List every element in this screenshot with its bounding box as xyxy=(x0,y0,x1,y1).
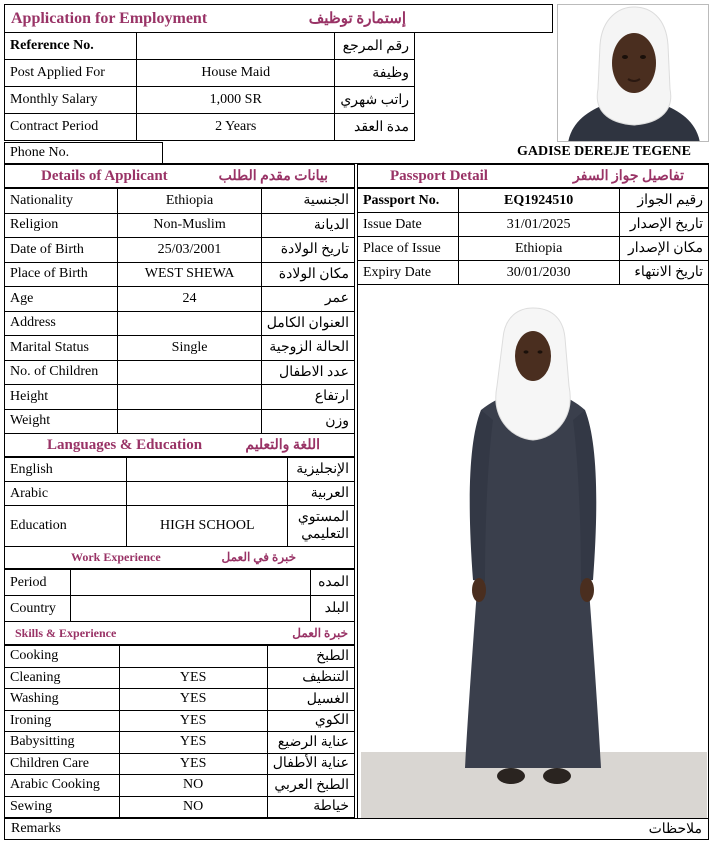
row-label: No. of Children xyxy=(5,360,118,385)
row-label-ar: ارتفاع xyxy=(261,385,354,410)
table-row xyxy=(5,311,355,336)
table-row xyxy=(5,732,355,754)
table-row xyxy=(5,596,355,622)
row-label-ar: الكوي xyxy=(267,710,354,732)
row-label-ar: المستوي التعليمي xyxy=(288,506,355,547)
table-row xyxy=(5,385,355,410)
row-label-ar: تاريخ الولادة xyxy=(261,238,354,263)
row-label: Age xyxy=(5,287,118,312)
row-value: YES xyxy=(119,753,267,775)
row-label: Expiry Date xyxy=(358,261,459,285)
row-value: YES xyxy=(119,732,267,754)
row-value: 24 xyxy=(118,287,261,312)
row-value: 2 Years xyxy=(137,114,335,141)
row-label-ar: الجنسية xyxy=(261,189,354,214)
remarks-label-ar: ملاحظات xyxy=(648,821,702,837)
row-label-ar: وزن xyxy=(261,409,354,434)
skills-title-ar: خبرة العمل xyxy=(292,625,348,640)
table-row xyxy=(5,570,355,596)
languages-table xyxy=(4,457,355,547)
table-row xyxy=(358,261,709,285)
row-label: Place of Issue xyxy=(358,237,459,261)
table-row xyxy=(5,775,355,797)
row-value: House Maid xyxy=(137,60,335,87)
row-label-ar: تاريخ الانتهاء xyxy=(619,261,708,285)
table-row xyxy=(5,33,415,60)
table-row xyxy=(5,667,355,689)
row-label: Arabic Cooking xyxy=(5,775,120,797)
row-value xyxy=(119,646,267,668)
row-value: Single xyxy=(118,336,261,361)
candidate-name: GADISE DEREJE TEGENE xyxy=(353,142,709,164)
table-row xyxy=(5,458,355,482)
row-value xyxy=(118,385,261,410)
phone-value xyxy=(163,142,353,164)
table-row xyxy=(5,689,355,711)
applicant-title-en: Details of Applicant xyxy=(41,167,168,184)
row-value xyxy=(70,596,311,622)
row-value: Ethiopia xyxy=(118,189,261,214)
applicant-title-ar: بيانات مقدم الطلب xyxy=(218,168,328,184)
phone-label: Phone No. xyxy=(4,142,163,164)
languages-title-en: Languages & Education xyxy=(47,436,203,453)
row-value xyxy=(118,409,261,434)
title-en: Application for Employment xyxy=(11,9,208,27)
row-label-ar: البلد xyxy=(311,596,355,622)
work-title-en: Work Experience xyxy=(71,550,161,564)
row-label-ar: مكان الإصدار xyxy=(619,237,708,261)
row-value: YES xyxy=(119,689,267,711)
row-label-ar: المده xyxy=(311,570,355,596)
table-row xyxy=(358,213,709,237)
phone-name-row xyxy=(4,142,709,164)
row-label: Children Care xyxy=(5,753,120,775)
row-label: Passport No. xyxy=(358,189,459,213)
row-label-ar: مدة العقد xyxy=(335,114,415,141)
row-label: Babysitting xyxy=(5,732,120,754)
row-label: Religion xyxy=(5,213,118,238)
row-value: Ethiopia xyxy=(458,237,619,261)
row-value: 1,000 SR xyxy=(137,87,335,114)
table-row xyxy=(5,60,415,87)
row-label: Weight xyxy=(5,409,118,434)
table-row xyxy=(358,237,709,261)
row-label-ar: العنوان الكامل xyxy=(261,311,354,336)
row-label: Address xyxy=(5,311,118,336)
title-ar: إستمارة توظيف xyxy=(308,11,406,27)
row-label: Reference No. xyxy=(5,33,137,60)
passport-title-en: Passport Detail xyxy=(390,167,488,184)
row-label: Cooking xyxy=(5,646,120,668)
applicant-headshot xyxy=(557,4,709,142)
row-label: Height xyxy=(5,385,118,410)
row-label: Monthly Salary xyxy=(5,87,137,114)
row-label-ar: الإنجليزية xyxy=(288,458,355,482)
header-bar xyxy=(4,4,553,33)
row-label: Nationality xyxy=(5,189,118,214)
row-value: NO xyxy=(119,775,267,797)
row-value xyxy=(118,311,261,336)
row-value xyxy=(127,458,288,482)
row-label: Contract Period xyxy=(5,114,137,141)
row-label-ar: الطبخ العربي xyxy=(267,775,354,797)
row-label-ar: الديانة xyxy=(261,213,354,238)
table-row xyxy=(5,360,355,385)
row-label: Period xyxy=(5,570,71,596)
passport-section-header xyxy=(357,164,709,188)
row-label-ar: وظيفة xyxy=(335,60,415,87)
row-label: Ironing xyxy=(5,710,120,732)
row-value xyxy=(137,33,335,60)
applicant-table xyxy=(4,188,355,434)
row-value: YES xyxy=(119,667,267,689)
passport-title-ar: تفاصيل جواز السفر xyxy=(573,168,684,184)
table-row xyxy=(5,87,415,114)
row-label: Date of Birth xyxy=(5,238,118,263)
row-label-ar: عدد الاطفال xyxy=(261,360,354,385)
row-label: Cleaning xyxy=(5,667,120,689)
row-label-ar: خياطة xyxy=(267,796,354,818)
row-value xyxy=(70,570,311,596)
row-label: Arabic xyxy=(5,482,127,506)
row-label: Marital Status xyxy=(5,336,118,361)
row-value: Non-Muslim xyxy=(118,213,261,238)
row-value: 30/01/2030 xyxy=(458,261,619,285)
row-label-ar: الغسيل xyxy=(267,689,354,711)
row-value xyxy=(118,360,261,385)
table-row xyxy=(5,482,355,506)
row-value xyxy=(127,482,288,506)
headshot-image xyxy=(558,5,709,142)
row-label: Place of Birth xyxy=(5,262,118,287)
skills-table xyxy=(4,645,355,818)
row-label-ar: راتب شهري xyxy=(335,87,415,114)
row-label-ar: العربية xyxy=(288,482,355,506)
table-row xyxy=(358,189,709,213)
row-label-ar: مكان الولادة xyxy=(261,262,354,287)
row-label: English xyxy=(5,458,127,482)
row-label: Country xyxy=(5,596,71,622)
row-label-ar: عمر xyxy=(261,287,354,312)
work-section-header xyxy=(4,546,355,569)
row-label-ar: رقيم الجواز xyxy=(619,189,708,213)
languages-title-ar: اللغة والتعليم xyxy=(245,437,320,453)
row-value: EQ1924510 xyxy=(458,189,619,213)
table-row xyxy=(5,753,355,775)
row-value: WEST SHEWA xyxy=(118,262,261,287)
table-row xyxy=(5,114,415,141)
skills-title-en: Skills & Experience xyxy=(15,625,117,640)
table-row xyxy=(5,336,355,361)
table-row xyxy=(5,213,355,238)
table-row xyxy=(5,796,355,818)
table-row xyxy=(5,646,355,668)
table-row xyxy=(5,262,355,287)
work-table xyxy=(4,569,355,622)
row-label-ar: عناية الرضيع xyxy=(267,732,354,754)
row-label: Washing xyxy=(5,689,120,711)
row-value: YES xyxy=(119,710,267,732)
table-row xyxy=(5,409,355,434)
table-row xyxy=(5,189,355,214)
remarks-row xyxy=(4,818,709,840)
row-value: HIGH SCHOOL xyxy=(127,506,288,547)
row-label-ar: الطبخ xyxy=(267,646,354,668)
row-label-ar: عناية الأطفال xyxy=(267,753,354,775)
row-label: Education xyxy=(5,506,127,547)
table-row xyxy=(5,287,355,312)
row-label-ar: تاريخ الإصدار xyxy=(619,213,708,237)
passport-table xyxy=(357,188,709,285)
row-label: Sewing xyxy=(5,796,120,818)
row-label: Post Applied For xyxy=(5,60,137,87)
table-row xyxy=(5,506,355,547)
row-label: Issue Date xyxy=(358,213,459,237)
row-label-ar: رقم المرجع xyxy=(335,33,415,60)
row-value: NO xyxy=(119,796,267,818)
row-label-ar: التنظيف xyxy=(267,667,354,689)
row-value: 25/03/2001 xyxy=(118,238,261,263)
skills-section-header xyxy=(4,621,355,645)
languages-section-header xyxy=(4,433,355,457)
work-title-ar: خبرة في العمل xyxy=(221,550,296,564)
row-label-ar: الحالة الزوجية xyxy=(261,336,354,361)
row-value: 31/01/2025 xyxy=(458,213,619,237)
table-row xyxy=(5,710,355,732)
photo-column-border xyxy=(357,285,709,818)
remarks-label: Remarks xyxy=(11,821,61,836)
table-row xyxy=(5,238,355,263)
top-info-table xyxy=(4,32,415,141)
applicant-section-header xyxy=(4,164,355,188)
